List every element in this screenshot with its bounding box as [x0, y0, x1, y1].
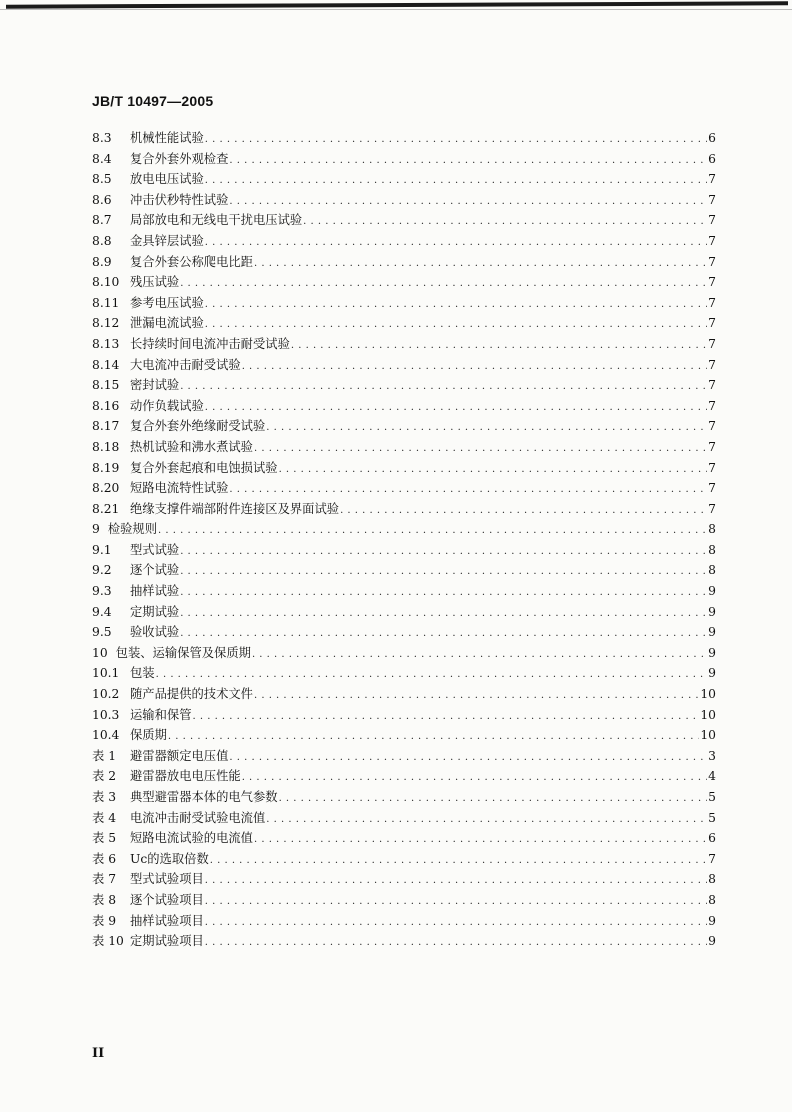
toc-entry-page: 3 [708, 748, 716, 763]
dot-leader [279, 789, 708, 810]
toc-entry-page: 10 [700, 707, 716, 722]
dot-leader [254, 254, 707, 275]
toc-entry [92, 684, 716, 705]
toc-entry-title: 金具锌层试验 [130, 233, 204, 248]
toc-entry-number: 8.8 [92, 233, 112, 248]
toc-entry-number: 8.17 [92, 419, 120, 434]
dot-leader [229, 480, 707, 501]
toc-entry-number: 8.21 [92, 501, 120, 516]
toc-entry [92, 231, 716, 252]
toc-entry-number: 8.4 [92, 151, 112, 166]
toc-entry [92, 313, 716, 334]
toc-entry-page: 7 [708, 439, 716, 454]
toc-entry-page: 9 [708, 604, 716, 619]
toc-entry-number: 8.16 [92, 398, 120, 413]
toc-entry-page: 8 [708, 892, 716, 907]
toc-entry-title: 复合外套起痕和电蚀损试验 [130, 460, 278, 475]
toc-entry-title: 放电电压试验 [130, 172, 204, 187]
dot-leader [254, 686, 699, 707]
dot-leader [266, 810, 707, 831]
toc-entry-title: 机械性能试验 [130, 131, 204, 145]
toc-entry-number: 表 9 [92, 913, 117, 928]
toc-entry [92, 540, 716, 561]
toc-entry-number: 8.7 [92, 213, 112, 228]
toc-entry-page: 9 [708, 584, 716, 599]
toc-entry-page: 7 [708, 851, 716, 866]
toc-entry-title: 泄漏电流试验 [130, 316, 204, 331]
toc-entry [92, 128, 716, 149]
toc-entry-page: 6 [708, 151, 716, 166]
toc-entry-number: 10 [92, 645, 108, 660]
dot-leader [180, 583, 707, 604]
toc-entry [92, 911, 716, 932]
dot-leader [229, 151, 707, 172]
toc-entry-page: 8 [708, 872, 716, 887]
document-code: JB/T 10497—2005 [92, 93, 214, 109]
toc-entry-title: 抽样试验项目 [130, 913, 204, 928]
dot-leader [340, 501, 707, 522]
dot-leader [254, 439, 707, 460]
toc-entry-title: 定期试验 [130, 604, 180, 619]
dot-leader [158, 521, 707, 542]
dot-leader [205, 398, 707, 419]
dot-leader [279, 460, 708, 481]
toc-entry-page: 8 [708, 563, 716, 578]
toc-entry-number: 表 7 [92, 872, 117, 887]
toc-entry [92, 252, 716, 273]
toc-entry-title: 运输和保管 [130, 707, 192, 722]
toc-entry [92, 931, 716, 952]
toc-entry-title: 长持续时间电流冲击耐受试验 [130, 336, 290, 351]
toc-entry-title: 验收试验 [130, 625, 180, 640]
dot-leader [291, 336, 707, 357]
toc-entry-title: 型式试验 [130, 542, 180, 557]
dot-leader [252, 645, 707, 666]
toc-entry-number: 8.12 [92, 316, 120, 331]
toc-entry [92, 437, 716, 458]
toc-entry-page: 7 [708, 378, 716, 393]
toc-entry [92, 808, 716, 829]
dot-leader [205, 171, 707, 192]
toc-entry-number: 表 1 [92, 748, 117, 763]
table-of-contents [92, 128, 716, 952]
dot-leader [205, 892, 707, 913]
top-rule-thin [0, 9, 792, 10]
toc-entry-number: 8.3 [92, 131, 112, 145]
toc-entry-title: 大电流冲击耐受试验 [130, 357, 241, 372]
toc-entry [92, 458, 716, 479]
toc-entry-number: 表 4 [92, 810, 117, 825]
dot-leader [210, 851, 707, 872]
toc-entry-title: 定期试验项目 [130, 934, 204, 949]
toc-entry-number: 10.1 [92, 666, 120, 681]
toc-entry-title: 逐个试验项目 [130, 892, 204, 907]
toc-entry-page: 7 [708, 233, 716, 248]
toc-entry-page: 7 [708, 460, 716, 475]
toc-entry-number: 8.11 [92, 295, 120, 310]
toc-entry-title: 参考电压试验 [130, 295, 204, 310]
dot-leader [266, 418, 707, 439]
toc-entry [92, 396, 716, 417]
toc-entry-page: 9 [708, 934, 716, 949]
toc-entry-number: 表 10 [92, 934, 124, 949]
toc-entry [92, 849, 716, 870]
toc-entry [92, 355, 716, 376]
toc-entry-number: 10.3 [92, 707, 120, 722]
toc-entry-title: 复合外套外绝缘耐受试验 [130, 419, 266, 434]
dot-leader [180, 542, 707, 563]
toc-entry-title: 电流冲击耐受试验电流值 [130, 810, 266, 825]
toc-entry-title: 保质期 [130, 728, 167, 743]
toc-entry-title: 复合外套公称爬电比距 [130, 254, 253, 269]
toc-entry-page: 7 [708, 398, 716, 413]
toc-entry-title: 残压试验 [130, 275, 180, 290]
dot-leader [168, 727, 699, 748]
toc-entry [92, 169, 716, 190]
toc-entry [92, 766, 716, 787]
toc-entry-number: 9.4 [92, 604, 112, 619]
toc-entry-page: 7 [708, 336, 716, 351]
dot-leader [254, 830, 707, 851]
dot-leader [180, 377, 707, 398]
toc-entry-page: 7 [708, 192, 716, 207]
toc-entry-page: 5 [708, 810, 716, 825]
toc-entry-title: 冲击伏秒特性试验 [130, 192, 229, 207]
toc-entry-number: 9 [92, 522, 100, 537]
toc-entry-number: 8.20 [92, 481, 120, 496]
dot-leader [229, 192, 707, 213]
toc-entry [92, 643, 716, 664]
toc-entry-number: 8.13 [92, 336, 120, 351]
toc-entry-title: 包装、运输保管及保质期 [115, 645, 251, 660]
toc-entry-number: 9.1 [92, 542, 112, 557]
toc-entry-title: 避雷器放电电压性能 [130, 769, 241, 784]
dot-leader [193, 707, 700, 728]
toc-entry [92, 725, 716, 746]
toc-entry-page: 9 [708, 666, 716, 681]
toc-entry [92, 890, 716, 911]
dot-leader [303, 212, 707, 233]
toc-entry-page: 7 [708, 316, 716, 331]
toc-entry [92, 272, 716, 293]
toc-entry-number: 表 2 [92, 769, 117, 784]
dot-leader [205, 295, 707, 316]
toc-entry-number: 8.18 [92, 439, 120, 454]
toc-entry-page: 9 [708, 645, 716, 660]
toc-entry [92, 602, 716, 623]
top-rule [6, 1, 788, 8]
toc-entry-title: 检验规则 [107, 522, 158, 537]
dot-leader [205, 913, 707, 934]
toc-entry [92, 746, 716, 767]
toc-entry-title: 典型避雷器本体的电气参数 [130, 790, 278, 804]
toc-entry [92, 828, 716, 849]
toc-entry-title: 热机试验和沸水煮试验 [130, 439, 253, 454]
toc-entry-number: 8.6 [92, 192, 112, 207]
toc-entry [92, 499, 716, 520]
toc-entry-title: 型式试验项目 [130, 872, 204, 887]
page-number: II [92, 1046, 105, 1061]
toc-entry-page: 7 [708, 213, 716, 228]
toc-entry-page: 7 [708, 357, 716, 372]
toc-entry-number: 9.2 [92, 563, 112, 578]
toc-entry-page: 7 [708, 295, 716, 310]
toc-entry [92, 190, 716, 211]
toc-entry-number: 9.5 [92, 625, 112, 640]
dot-leader [205, 130, 707, 151]
toc-entry [92, 416, 716, 437]
dot-leader [180, 604, 707, 625]
toc-entry-title: 短路电流特性试验 [130, 481, 229, 496]
dot-leader [205, 933, 707, 954]
toc-entry [92, 869, 716, 890]
toc-entry-page: 5 [708, 790, 716, 804]
toc-entry [92, 375, 716, 396]
toc-entry-page: 8 [708, 542, 716, 557]
toc-entry-page: 10 [700, 728, 716, 743]
dot-leader [180, 624, 707, 645]
toc-entry-number: 10.4 [92, 728, 120, 743]
toc-entry-title: 随产品提供的技术文件 [130, 687, 253, 702]
toc-entry [92, 519, 716, 540]
toc-entry [92, 293, 716, 314]
toc-entry-number: 8.15 [92, 378, 120, 393]
dot-leader [242, 768, 707, 789]
toc-entry-page: 9 [708, 913, 716, 928]
toc-entry-number: 表 6 [92, 851, 117, 866]
toc-entry-page: 7 [708, 419, 716, 434]
toc-entry-title: 复合外套外观检查 [130, 151, 229, 166]
toc-entry [92, 787, 716, 808]
toc-entry-page: 4 [708, 769, 716, 784]
toc-entry [92, 560, 716, 581]
toc-entry [92, 149, 716, 170]
toc-entry-title: 动作负载试验 [130, 398, 204, 413]
toc-entry-number: 8.5 [92, 172, 112, 187]
toc-entry-number: 表 8 [92, 892, 117, 907]
toc-entry-title: 密封试验 [130, 378, 180, 393]
dot-leader [229, 748, 707, 769]
toc-entry-title: 逐个试验 [130, 563, 180, 578]
toc-entry-title: 包装 [130, 666, 155, 681]
toc-entry [92, 210, 716, 231]
toc-entry-page: 6 [708, 131, 716, 145]
toc-entry-page: 7 [708, 254, 716, 269]
dot-leader [156, 665, 708, 686]
toc-entry-page: 7 [708, 481, 716, 496]
toc-entry-number: 8.14 [92, 357, 120, 372]
toc-entry-number: 10.2 [92, 687, 120, 702]
toc-entry-number: 8.9 [92, 254, 112, 269]
toc-entry-title: 避雷器额定电压值 [130, 748, 229, 763]
toc-entry-page: 6 [708, 831, 716, 846]
toc-entry-title: Uc的选取倍数 [130, 851, 209, 866]
toc-entry-number: 表 5 [92, 831, 117, 846]
toc-entry-page: 7 [708, 172, 716, 187]
dot-leader [205, 233, 707, 254]
toc-entry-page: 7 [708, 275, 716, 290]
toc-entry-number: 表 3 [92, 790, 117, 804]
dot-leader [180, 274, 707, 295]
dot-leader [242, 357, 707, 378]
toc-entry-title: 局部放电和无线电干扰电压试验 [130, 213, 303, 228]
dot-leader [205, 871, 707, 892]
toc-entry [92, 663, 716, 684]
toc-entry [92, 478, 716, 499]
toc-entry-number: 8.19 [92, 460, 120, 475]
toc-entry-number: 8.10 [92, 275, 120, 290]
dot-leader [205, 315, 707, 336]
toc-entry-page: 10 [700, 687, 716, 702]
toc-entry [92, 705, 716, 726]
dot-leader [180, 562, 707, 583]
toc-entry-page: 8 [708, 522, 716, 537]
toc-entry-title: 短路电流试验的电流值 [130, 831, 253, 846]
toc-entry-page: 7 [708, 501, 716, 516]
toc-entry-title: 绝缘支撑件端部附件连接区及界面试验 [130, 501, 340, 516]
toc-entry [92, 334, 716, 355]
toc-entry-page: 9 [708, 625, 716, 640]
toc-entry-number: 9.3 [92, 584, 112, 599]
toc-entry-title: 抽样试验 [130, 584, 180, 599]
toc-entry [92, 581, 716, 602]
toc-entry [92, 622, 716, 643]
